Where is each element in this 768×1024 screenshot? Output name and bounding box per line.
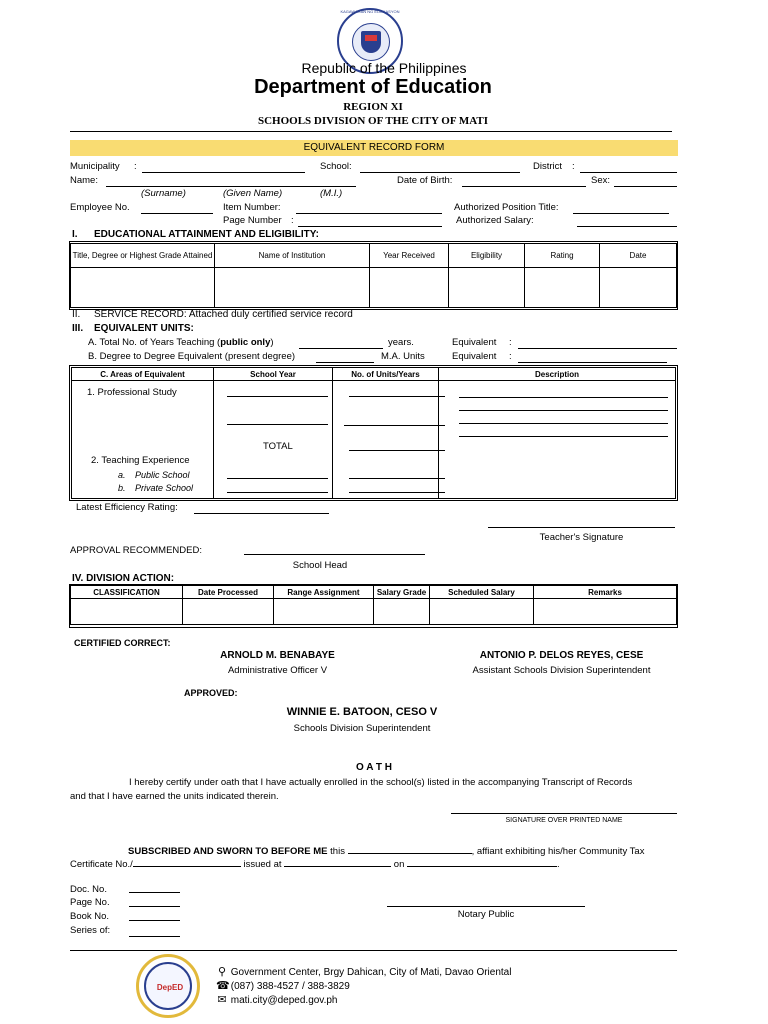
certified-correct-label: CERTIFIED CORRECT: <box>74 638 171 648</box>
line-a-text: A. Total No. of Years Teaching (public only) <box>88 337 274 348</box>
name-label: Name: <box>70 175 98 186</box>
efficiency-label: Latest Efficiency Rating: <box>76 502 178 513</box>
location-pin-icon: ⚲ <box>217 966 227 978</box>
book-no-field[interactable] <box>129 920 180 921</box>
private-school-prefix: b. <box>118 483 126 493</box>
auth-salary-field[interactable] <box>577 215 677 227</box>
school-head-line[interactable] <box>244 554 425 555</box>
cell-scheduled-salary[interactable] <box>430 599 534 625</box>
cert-line: Certificate No./ issued at on . <box>70 856 560 870</box>
cell-remarks[interactable] <box>534 599 677 625</box>
footer-divider <box>70 950 677 951</box>
employee-no-field[interactable] <box>141 202 213 214</box>
col-rating: Rating <box>525 244 600 268</box>
auth-position-label: Authorized Position Title: <box>454 202 559 213</box>
footer-address: Government Center, Brgy Dahican, City of Mati, Davao Oriental <box>230 967 512 978</box>
col-remarks: Remarks <box>534 586 677 599</box>
footer-phone: (087) 388-4527 / 388-3829 <box>230 981 350 992</box>
col-scheduled-salary: Scheduled Salary <box>430 586 534 599</box>
doc-no-field[interactable] <box>129 892 180 893</box>
col-units-years: No. of Units/Years <box>333 368 439 381</box>
ma-units-label: M.A. Units <box>381 351 425 362</box>
col-salary-grade: Salary Grade <box>374 586 430 599</box>
col-school-year: School Year <box>214 368 333 381</box>
col-date: Date <box>600 244 677 268</box>
school-year-line-private[interactable] <box>227 492 328 493</box>
employee-no-label: Employee No. <box>70 202 130 213</box>
col-date-processed: Date Processed <box>183 586 274 599</box>
description-cell <box>439 381 676 499</box>
school-year-line-public[interactable] <box>227 478 328 479</box>
municipality-label: Municipality <box>70 161 120 172</box>
col-range-assignment: Range Assignment <box>274 586 374 599</box>
surname-caption: (Surname) <box>141 188 186 199</box>
district-field[interactable] <box>580 161 677 173</box>
district-label: District <box>533 161 563 172</box>
description-line-1[interactable] <box>459 397 668 398</box>
equivalent-b-label: Equivalent <box>452 351 497 362</box>
section3-number: III. <box>72 323 84 334</box>
teaching-experience-label: 2. Teaching Experience <box>91 455 190 466</box>
superintendent-title: Schools Division Superintendent <box>293 723 431 734</box>
units-line-1[interactable] <box>349 396 445 397</box>
sex-field[interactable] <box>614 175 677 187</box>
sworn-date-field[interactable] <box>348 843 472 854</box>
book-no-label: Book No. <box>70 911 110 922</box>
equivalent-a-field[interactable] <box>518 338 677 349</box>
col-description: Description <box>439 368 676 381</box>
approval-recommended-label: APPROVAL RECOMMENDED: <box>70 545 202 556</box>
professional-study-label: 1. Professional Study <box>87 387 177 398</box>
logo-text: DepED <box>156 983 184 992</box>
col-year-received: Year Received <box>370 244 449 268</box>
notary-public-label: Notary Public <box>457 909 515 920</box>
oath-line-1: I hereby certify under oath that I have actually enrolled in the school(s) listed in the accompanying Transcript of Records <box>129 777 633 788</box>
public-school-prefix: a. <box>118 470 126 480</box>
units-total-line[interactable] <box>349 450 445 451</box>
division-text: SCHOOLS DIVISION OF THE CITY OF MATI <box>257 115 489 127</box>
description-line-2[interactable] <box>459 410 668 411</box>
cell-institution[interactable] <box>215 268 370 308</box>
total-label: TOTAL <box>263 441 293 452</box>
description-line-3[interactable] <box>459 423 668 424</box>
cell-range-assignment[interactable] <box>274 599 374 625</box>
teacher-signature-label: Teacher's Signature <box>539 532 624 543</box>
school-field[interactable] <box>360 161 520 173</box>
school-year-cell <box>214 381 333 499</box>
cell-date[interactable] <box>600 268 677 308</box>
municipality-field[interactable] <box>142 161 305 173</box>
footer-email-row <box>216 993 337 1006</box>
description-line-4[interactable] <box>459 436 668 437</box>
col-title-degree: Title, Degree or Highest Grade Attained <box>71 244 215 268</box>
item-number-label: Item Number: <box>223 202 281 213</box>
officer1-name: ARNOLD M. BENABAYE <box>220 650 335 661</box>
footer-address-row <box>216 965 511 978</box>
seal-text: KAGAWARAN NG EDUKASYON <box>340 9 400 14</box>
sworn-line: SUBSCRIBED AND SWORN TO BEFORE ME this , affiant exhibiting his/her Community Tax <box>128 843 644 857</box>
school-year-line-1[interactable] <box>227 396 328 397</box>
teacher-signature-line[interactable] <box>488 527 675 528</box>
dob-field[interactable] <box>462 175 586 187</box>
equivalent-a-label: Equivalent <box>452 337 497 348</box>
units-separator <box>344 425 445 426</box>
col-institution: Name of Institution <box>215 244 370 268</box>
school-label: School: <box>320 161 352 172</box>
units-line-private[interactable] <box>349 492 445 493</box>
line-b-text: B. Degree to Degree Equivalent (present degree) <box>88 351 296 362</box>
section2-number: II. <box>72 309 81 320</box>
region-text: REGION XI <box>343 101 403 113</box>
series-of-field[interactable] <box>129 936 180 937</box>
notary-signature-line[interactable] <box>387 906 585 907</box>
deped-mati-logo <box>136 954 200 1018</box>
given-name-caption: (Given Name) <box>223 188 283 199</box>
superintendent-name: WINNIE E. BATOON, CESO V <box>286 706 438 718</box>
cell-classification[interactable] <box>71 599 183 625</box>
oath-line-2: and that I have earned the units indicated therein. <box>70 791 279 802</box>
series-of-label: Series of: <box>70 925 111 936</box>
cert-no-field[interactable] <box>133 856 241 867</box>
cell-salary-grade[interactable] <box>374 599 430 625</box>
division-table <box>70 585 677 625</box>
officer2-name: ANTONIO P. DELOS REYES, CESE <box>479 650 644 661</box>
page-no-field[interactable] <box>129 906 180 907</box>
years-label: years. <box>388 337 414 348</box>
school-year-line-2[interactable] <box>227 424 328 425</box>
approved-label: APPROVED: <box>184 688 238 698</box>
republic-text: Republic of the Philippines <box>301 60 467 76</box>
oath-signature-label: SIGNATURE OVER PRINTED NAME <box>505 817 623 824</box>
areas-cell <box>72 381 214 499</box>
mi-caption: (M.I.) <box>320 188 343 199</box>
cell-title-degree[interactable] <box>71 268 215 308</box>
issued-at-field[interactable] <box>284 856 391 867</box>
section1-number: I. <box>72 229 78 240</box>
footer-email[interactable]: mati.city@deped.gov.ph <box>230 995 338 1006</box>
department-title: Department of Education <box>254 76 492 98</box>
officer2-title: Assistant Schools Division Superintendent <box>472 665 651 676</box>
oath-title: O A T H <box>356 762 392 773</box>
years-teaching-field[interactable] <box>299 338 383 349</box>
division-action-heading: IV. DIVISION ACTION: <box>72 573 175 584</box>
telephone-icon: ☎ <box>216 980 230 992</box>
page-no-label: Page No. <box>70 897 110 908</box>
col-areas-equivalent: C. Areas of Equivalent <box>72 368 214 381</box>
officer1-title: Administrative Officer V <box>227 665 328 676</box>
dob-label: Date of Birth: <box>397 175 453 186</box>
cell-date-processed[interactable] <box>183 599 274 625</box>
public-school-label: Public School <box>135 470 190 480</box>
section3-heading: EQUIVALENT UNITS: <box>94 323 194 334</box>
footer-phone-row <box>216 979 350 992</box>
name-field[interactable] <box>106 175 356 187</box>
auth-salary-label: Authorized Salary: <box>456 215 534 226</box>
email-icon: ✉ <box>217 994 227 1006</box>
section1-heading: EDUCATIONAL ATTAINMENT AND ELIGIBILITY: <box>94 229 319 240</box>
cell-eligibility[interactable] <box>449 268 525 308</box>
private-school-label: Private School <box>135 483 194 493</box>
col-classification: CLASSIFICATION <box>71 586 183 599</box>
col-eligibility: Eligibility <box>449 244 525 268</box>
ma-units-field[interactable] <box>316 352 374 363</box>
doc-no-label: Doc. No. <box>70 884 107 895</box>
header-divider <box>70 131 672 132</box>
units-line-public[interactable] <box>349 478 445 479</box>
efficiency-field[interactable] <box>194 502 329 514</box>
section2-text: SERVICE RECORD: Attached duly certified service record <box>94 309 353 320</box>
sex-label: Sex: <box>591 175 611 186</box>
education-table <box>70 243 677 308</box>
cell-rating[interactable] <box>525 268 600 308</box>
oath-signature-line[interactable] <box>451 813 677 814</box>
equivalent-b-field[interactable] <box>518 352 667 363</box>
issued-on-field[interactable] <box>407 856 557 867</box>
item-number-field[interactable] <box>296 202 442 214</box>
form-title: EQUIVALENT RECORD FORM <box>70 140 678 156</box>
page-number-label: Page Number <box>223 215 282 226</box>
auth-position-field[interactable] <box>573 202 669 214</box>
units-cell <box>333 381 439 499</box>
page-number-field[interactable] <box>298 215 442 227</box>
school-head-label: School Head <box>292 560 348 571</box>
cell-year-received[interactable] <box>370 268 449 308</box>
